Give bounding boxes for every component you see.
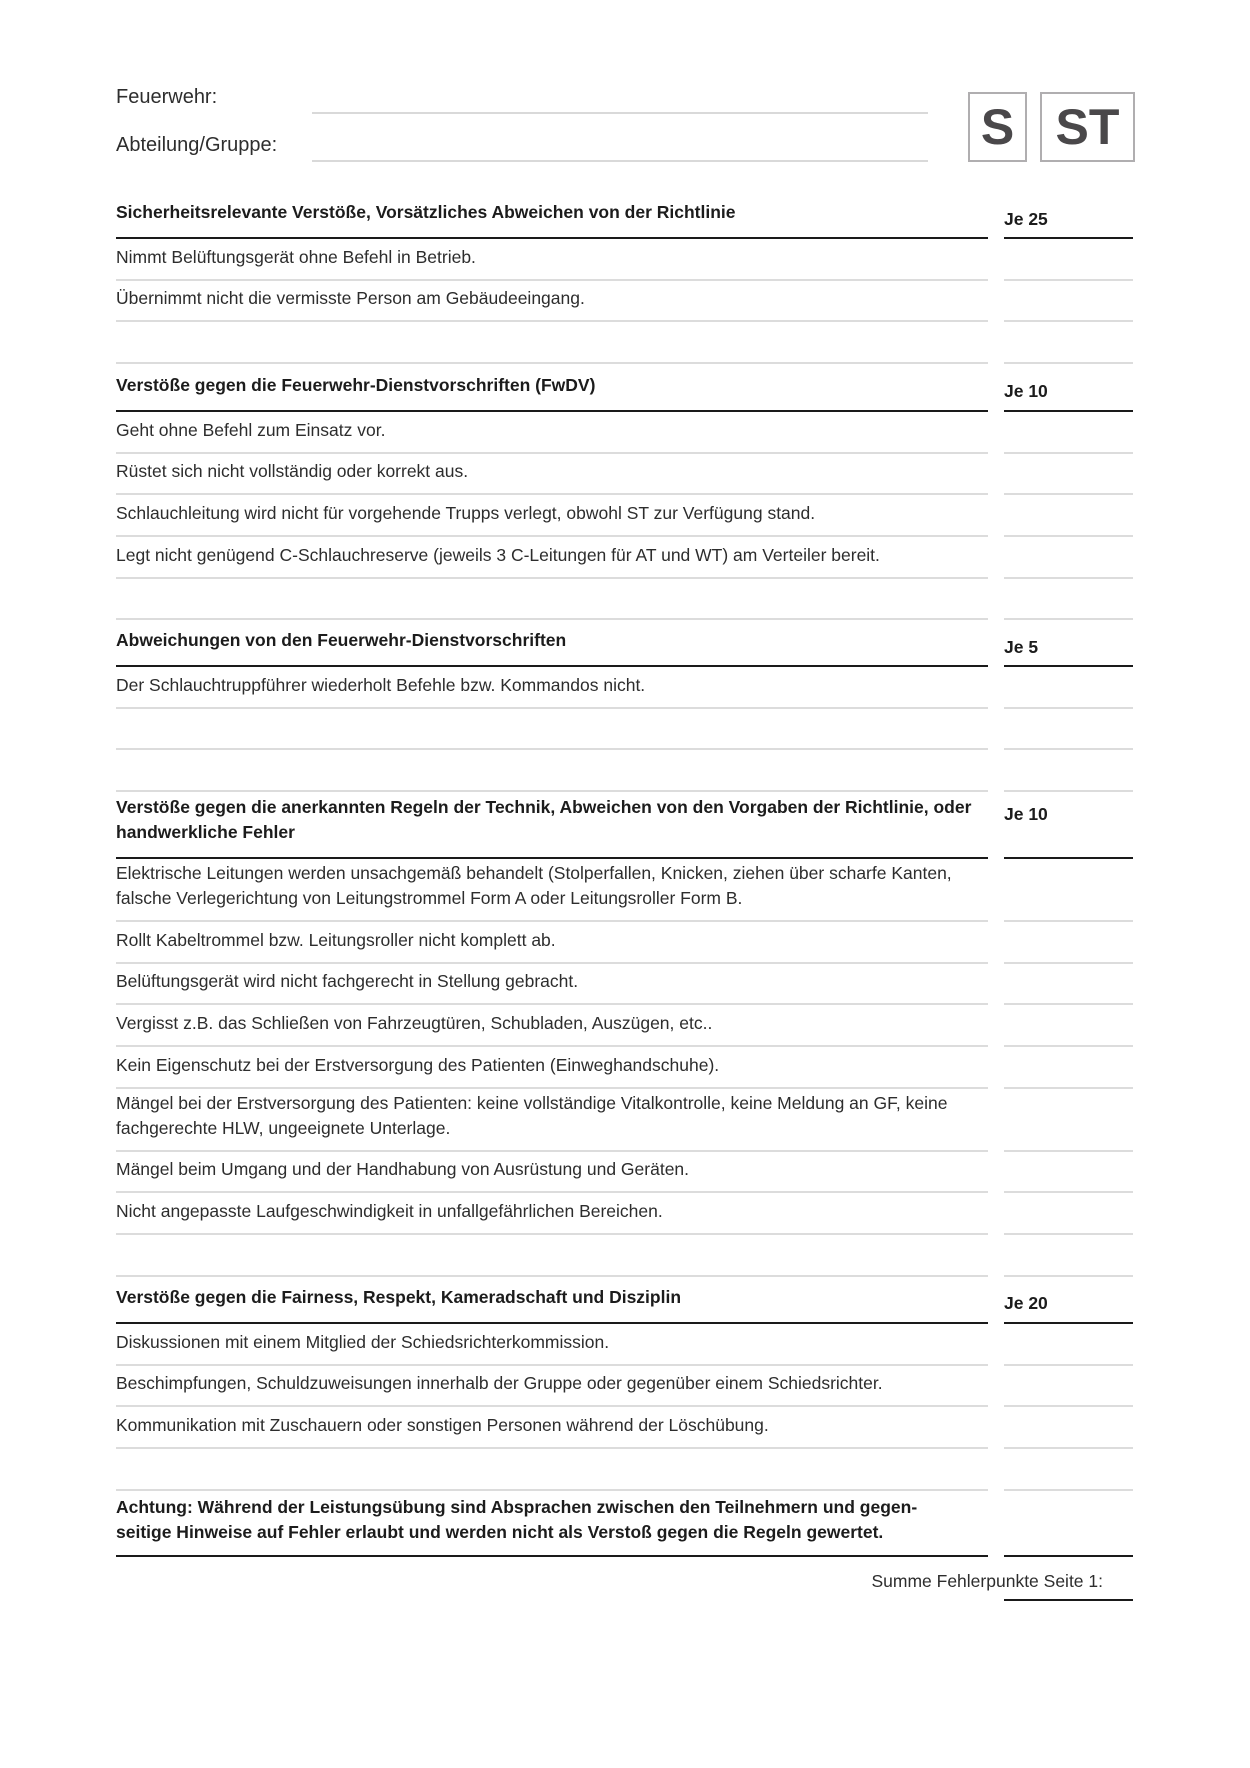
violation-cell <box>116 454 988 496</box>
violation-row <box>116 750 1133 792</box>
violation-cell <box>116 922 988 964</box>
section-points-cell <box>1004 1276 1133 1324</box>
field-label-abteilung: Abteilung/Gruppe: <box>116 134 278 156</box>
violation-text: Nicht angepasste Laufgeschwindigkeit in unfallgefährlichen Bereichen. <box>116 1201 663 1222</box>
violation-text: Kein Eigenschutz bei der Erstversorgung des Patienten (Einweghandschuhe). <box>116 1054 720 1075</box>
section-heading-row <box>116 792 1133 859</box>
violation-cell <box>116 495 988 537</box>
violation-row <box>116 239 1133 281</box>
score-entry-field[interactable] <box>1004 859 1133 922</box>
score-entry-field[interactable] <box>1004 281 1133 323</box>
section-points: Je 5 <box>1004 637 1039 657</box>
section-title: Abweichungen von den Feuerwehr-Dienstvorschriften <box>116 630 567 650</box>
violation-text: Rollt Kabeltrommel bzw. Leitungsroller nicht komplett ab. <box>116 929 556 950</box>
section-points-cell <box>1004 620 1133 667</box>
notice-row <box>116 1491 1133 1557</box>
violation-row <box>116 964 1133 1006</box>
violation-cell <box>116 239 988 281</box>
score-entry-field[interactable] <box>1004 537 1133 579</box>
violation-cell <box>116 1005 988 1047</box>
code-box-st: ST <box>1040 92 1135 162</box>
section-points: Je 20 <box>1004 1293 1048 1313</box>
section-heading-cell <box>116 192 988 239</box>
feuerwehr-input-line[interactable] <box>312 112 928 114</box>
score-entry-field[interactable] <box>1004 322 1133 364</box>
section-points-cell <box>1004 792 1133 859</box>
section-points-cell <box>1004 364 1133 412</box>
section-title: Verstöße gegen die Fairness, Respekt, Kameradschaft und Disziplin <box>116 1287 682 1307</box>
score-entry-field[interactable] <box>1004 1235 1133 1277</box>
score-entry-field[interactable] <box>1004 1449 1133 1491</box>
score-entry-field[interactable] <box>1004 579 1133 621</box>
violation-cell <box>116 667 988 709</box>
score-entry-field[interactable] <box>1004 667 1133 709</box>
score-entry-field[interactable] <box>1004 1047 1133 1089</box>
violation-row <box>116 322 1133 364</box>
section-points: Je 25 <box>1004 209 1048 229</box>
score-entry-field[interactable] <box>1004 239 1133 281</box>
violation-cell <box>116 1047 988 1089</box>
score-entry-field[interactable] <box>1004 1366 1133 1408</box>
code-box-s: S <box>968 92 1027 162</box>
violation-row <box>116 1089 1133 1152</box>
violation-row <box>116 1407 1133 1449</box>
violation-cell <box>116 1449 988 1491</box>
score-entry-field[interactable] <box>1004 1407 1133 1449</box>
violation-text: Nimmt Belüftungsgerät ohne Befehl in Betrieb. <box>116 246 476 267</box>
violation-row <box>116 709 1133 751</box>
violation-cell <box>116 1089 988 1152</box>
violation-row <box>116 859 1133 922</box>
violation-cell <box>116 412 988 454</box>
section-title: Sicherheitsrelevante Verstöße, Vorsätzliches Abweichen von der Richtlinie <box>116 202 736 222</box>
violation-cell <box>116 281 988 323</box>
violation-row <box>116 667 1133 709</box>
violation-row <box>116 1366 1133 1408</box>
score-entry-field[interactable] <box>1004 964 1133 1006</box>
score-entry-field[interactable] <box>1004 454 1133 496</box>
section-heading-row <box>116 364 1133 412</box>
violation-row <box>116 1324 1133 1366</box>
violation-row <box>116 1235 1133 1277</box>
score-entry-field[interactable] <box>1004 495 1133 537</box>
notice-score-cell <box>1004 1491 1133 1557</box>
violation-cell <box>116 964 988 1006</box>
notice-cell <box>116 1491 988 1557</box>
summary-label: Summe Fehlerpunkte Seite 1: <box>871 1571 1103 1591</box>
violation-text: Beschimpfungen, Schuldzuweisungen innerhalb der Gruppe oder gegenüber einem Schiedsrichter. <box>116 1373 883 1394</box>
violation-text: Legt nicht genügend C-Schlauchreserve (jeweils 3 C-Leitungen für AT und WT) am Verteiler bereit. <box>116 544 880 565</box>
violation-text: Diskussionen mit einem Mitglied der Schiedsrichterkommission. <box>116 1331 610 1352</box>
violation-text: Kommunikation mit Zuschauern oder sonstigen Personen während der Löschübung. <box>116 1415 769 1436</box>
section-title: Verstöße gegen die Feuerwehr-Dienstvorschriften (FwDV) <box>116 375 596 395</box>
score-entry-field[interactable] <box>1004 1089 1133 1152</box>
section-heading-cell <box>116 364 988 412</box>
violation-row <box>116 281 1133 323</box>
score-entry-field[interactable] <box>1004 750 1133 792</box>
section-heading-cell <box>116 792 988 859</box>
violation-text: Belüftungsgerät wird nicht fachgerecht in Stellung gebracht. <box>116 971 579 992</box>
violation-cell <box>116 579 988 621</box>
violation-row <box>116 454 1133 496</box>
violation-text: Der Schlauchtruppführer wiederholt Befehle bzw. Kommandos nicht. <box>116 674 646 695</box>
violation-text: Vergisst z.B. das Schließen von Fahrzeugtüren, Schubladen, Auszügen, etc.. <box>116 1013 713 1034</box>
section-heading-row <box>116 1276 1133 1324</box>
section-points-cell <box>1004 192 1133 239</box>
violation-text: Mängel bei der Erstversorgung des Patienten: keine vollständige Vitalkontrolle, keine Meldung an GF, keine fachgerechte HLW, ungeeignete Unterlage. <box>116 1092 948 1138</box>
violation-row <box>116 495 1133 537</box>
violation-row <box>116 579 1133 621</box>
violation-row <box>116 412 1133 454</box>
field-label-feuerwehr: Feuerwehr: <box>116 86 218 108</box>
score-entry-field[interactable] <box>1004 1152 1133 1194</box>
score-entry-field[interactable] <box>1004 709 1133 751</box>
violation-cell <box>116 859 988 922</box>
section-title: Verstöße gegen die anerkannten Regeln der Technik, Abweichen von den Vorgaben der Richtlinie, oder handwerkliche Fehler <box>116 797 972 842</box>
violation-cell <box>116 1324 988 1366</box>
violation-cell <box>116 1152 988 1194</box>
violation-row <box>116 1152 1133 1194</box>
section-heading-row <box>116 620 1133 667</box>
section-heading-cell <box>116 620 988 667</box>
notice-line-1: Achtung: Während der Leistungsübung sind Absprachen zwischen den Teilnehmern und gegen- <box>116 1497 918 1517</box>
violation-row <box>116 1047 1133 1089</box>
score-entry-field[interactable] <box>1004 1005 1133 1047</box>
score-entry-field[interactable] <box>1004 1194 1133 1236</box>
abteilung-input-line[interactable] <box>312 160 928 162</box>
section-points: Je 10 <box>1004 381 1048 401</box>
violation-cell <box>116 1194 988 1236</box>
violation-cell <box>116 322 988 364</box>
section-points: Je 10 <box>1004 804 1048 824</box>
score-entry-field[interactable] <box>1004 1324 1133 1366</box>
score-entry-field[interactable] <box>1004 412 1133 454</box>
violation-text: Rüstet sich nicht vollständig oder korrekt aus. <box>116 461 469 482</box>
violation-row <box>116 1005 1133 1047</box>
violation-cell <box>116 709 988 751</box>
violation-text: Elektrische Leitungen werden unsachgemäß behandelt (Stolperfallen, Knicken, ziehen über scharfe Kanten, falsche Verlegerichtung von Leitungstrommel Form A oder Leitungsroller Form B. <box>116 863 952 908</box>
violation-cell <box>116 750 988 792</box>
section-heading-cell <box>116 1276 988 1324</box>
violation-cell <box>116 537 988 579</box>
violation-row <box>116 1449 1133 1491</box>
notice-text <box>116 1495 988 1545</box>
section-heading-row <box>116 192 1133 239</box>
violation-cell <box>116 1235 988 1277</box>
violation-text: Schlauchleitung wird nicht für vorgehende Trupps verlegt, obwohl ST zur Verfügung stand. <box>116 503 816 524</box>
violation-cell <box>116 1407 988 1449</box>
violation-row <box>116 1194 1133 1236</box>
violation-row <box>116 537 1133 579</box>
violation-row <box>116 922 1133 964</box>
violation-text: Übernimmt nicht die vermisste Person am Gebäudeeingang. <box>116 288 585 309</box>
score-entry-field[interactable] <box>1004 922 1133 964</box>
notice-line-2: seitige Hinweise auf Fehler erlaubt und werden nicht als Verstoß gegen die Regeln gewertet. <box>116 1522 884 1542</box>
violation-text: Geht ohne Befehl zum Einsatz vor. <box>116 419 386 440</box>
violation-cell <box>116 1366 988 1408</box>
violation-text: Mängel beim Umgang und der Handhabung von Ausrüstung und Geräten. <box>116 1159 690 1180</box>
